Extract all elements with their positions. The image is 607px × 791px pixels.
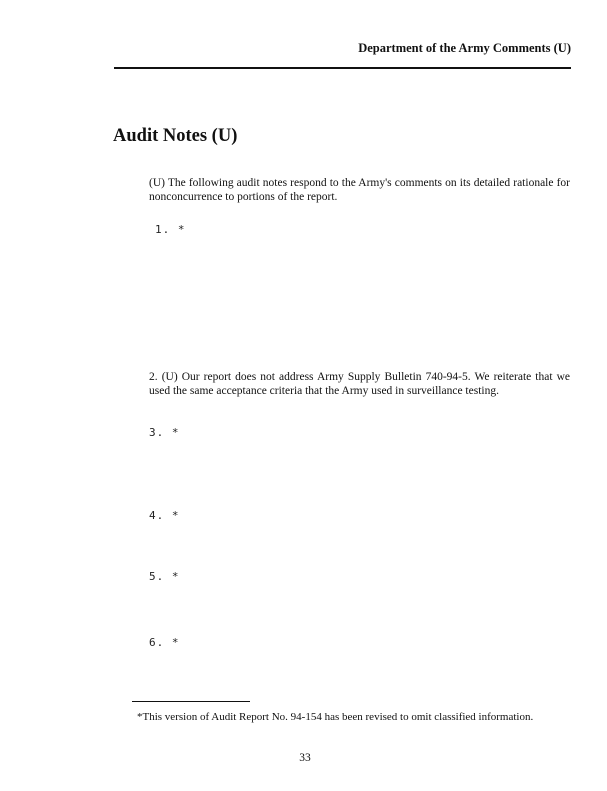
note-2-label: 2. (149, 371, 158, 383)
note-3-label: 3. * (149, 426, 180, 439)
note-6-label: 6. * (149, 636, 180, 649)
footnote: *This version of Audit Report No. 94-154 has been revised to omit classified information. (137, 711, 534, 723)
running-head: Department of the Army Comments (U) (358, 41, 571, 55)
section-title: Audit Notes (U) (113, 126, 238, 146)
note-2-text: (U) Our report does not address Army Supply Bulletin 740-94-5. We reiterate that we used the same acceptance criteria that the Army used in surveillance testing. (149, 371, 571, 397)
page-number: 33 (299, 752, 311, 764)
note-2-paragraph (149, 370, 570, 398)
intro-paragraph: (U) The following audit notes respond to the Army's comments on its detailed rationale for nonconcurrence to portions of the report. (149, 177, 570, 203)
header-rule (114, 67, 571, 69)
note-1-label: 1. * (155, 223, 186, 236)
note-5-label: 5. * (149, 570, 180, 583)
note-4-label: 4. * (149, 509, 180, 522)
footnote-rule (132, 701, 250, 702)
